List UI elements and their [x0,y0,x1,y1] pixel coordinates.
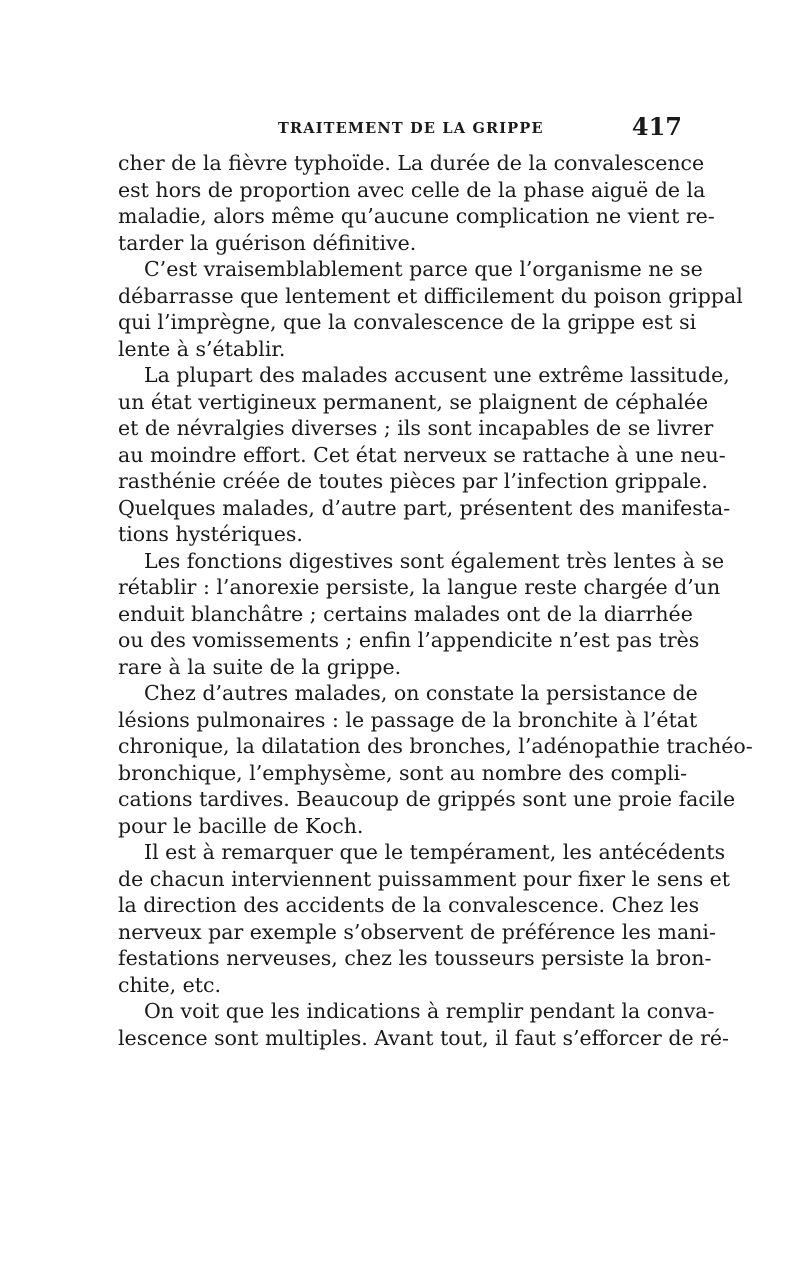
text-line: maladie, alors même qu’aucune complication ne vient re- [118,204,715,228]
text-line: cher de la fièvre typhoïde. La durée de la convalescence [118,151,705,175]
text-line: chite, etc. [118,972,222,997]
text-line: tions hystériques. [118,522,303,546]
text-line: cations tardives. Beaucoup de grippés sont une proie facile [118,787,736,811]
text-line: la direction des accidents de la convalescence. Chez les [118,893,700,917]
text-line: lente à s’établir. [118,336,286,361]
text-line: bronchique, l’emphysème, sont au nombre des compli- [118,760,688,785]
running-header [118,112,684,146]
running-title: TRAITEMENT DE LA GRIPPE [278,120,544,137]
text-line: lésions pulmonaires : le passage de la bronchite à l’état [118,707,698,732]
text-line: nerveux par exemple s’observent de préférence les mani- [118,919,716,944]
text-line: rare à la suite de la grippe. [118,654,402,679]
text-line: Il est à remarquer que le tempérament, les antécédents [144,840,726,864]
text-line: est hors de proportion avec celle de la phase aiguë de la [118,177,706,202]
text-line: lescence sont multiples. Avant tout, il faut s’efforcer de ré- [118,1025,729,1050]
text-line: Les fonctions digestives sont également très lentes à se [144,548,725,573]
text-line: On voit que les indications à remplir pendant la conva- [144,999,715,1023]
text-line: La plupart des malades accusent une extrême lassitude, [144,363,730,387]
text-line: au moindre effort. Cet état nerveux se rattache à une neu- [118,442,726,467]
text-line: de chacun interviennent puissamment pour fixer le sens et [118,866,731,891]
text-line: pour le bacille de Koch. [118,813,364,838]
text-line: débarrasse que lentement et difficilement du poison grippal [118,283,743,308]
page-number: 417 [631,112,682,141]
text-line: festations nerveuses, chez les tousseurs persiste la bron- [118,946,712,970]
text-line: C’est vraisemblablement parce que l’organisme ne se [144,257,703,281]
text-line: enduit blanchâtre ; certains malades ont de la diarrhée [118,601,693,626]
body-text [118,150,753,1051]
text-line: tarder la guérison définitive. [118,230,417,255]
text-line: rasthénie créée de toutes pièces par l’infection grippale. [118,469,708,493]
text-line: qui l’imprègne, que la convalescence de la grippe est si [118,310,697,334]
text-line: chronique, la dilatation des bronches, l’adénopathie trachéo- [118,734,753,758]
text-line: rétablir : l’anorexie persiste, la langue reste chargée d’un [118,575,721,599]
text-line: Quelques malades, d’autre part, présentent des manifesta- [118,495,731,520]
text-line: ou des vomissements ; enfin l’appendicite n’est pas très [118,628,700,652]
text-line: Chez d’autres malades, on constate la persistance de [144,681,698,705]
text-line: et de névralgies diverses ; ils sont incapables de se livrer [118,416,714,440]
text-line: un état vertigineux permanent, se plaignent de céphalée [118,389,709,414]
